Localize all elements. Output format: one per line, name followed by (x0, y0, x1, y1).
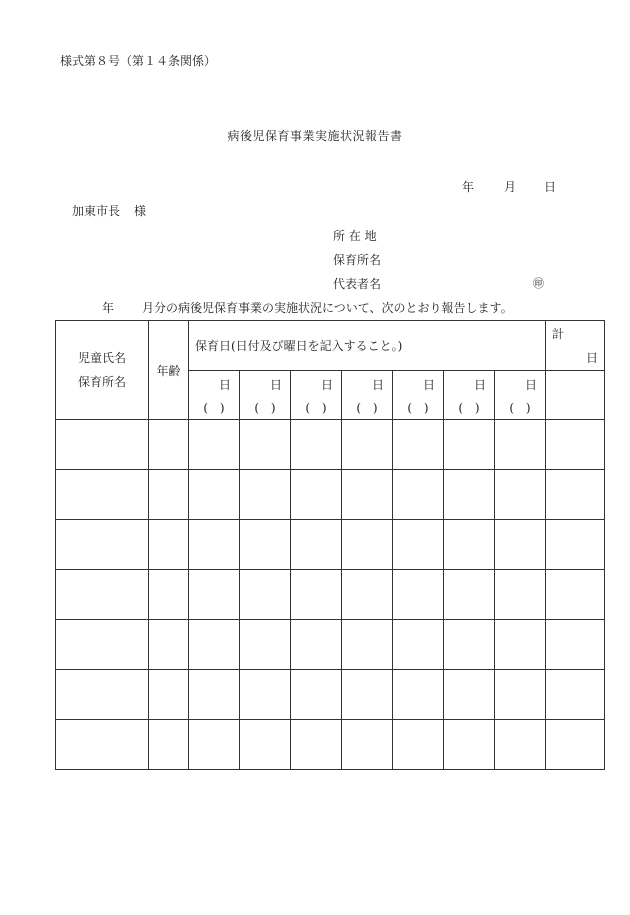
facility-name-label: 保育所名 (333, 253, 382, 267)
day-label: 日 (371, 378, 384, 392)
table-row (56, 570, 605, 620)
total-cell[interactable] (546, 670, 605, 720)
day-cell[interactable] (240, 720, 291, 770)
day-cell[interactable] (291, 470, 342, 520)
weekday-label: ( ) (254, 401, 276, 415)
day-cell[interactable] (291, 520, 342, 570)
day-cell[interactable] (240, 670, 291, 720)
day-cell[interactable] (342, 670, 393, 720)
day-column-header[interactable] (495, 371, 546, 420)
intro-year: 年 (102, 301, 115, 315)
day-column-header[interactable] (240, 371, 291, 420)
date-month[interactable]: 月 (504, 180, 517, 194)
day-cell[interactable] (240, 620, 291, 670)
age-cell[interactable] (149, 570, 189, 620)
header-school-name: 保育所名 (78, 375, 127, 389)
day-cell[interactable] (189, 720, 240, 770)
day-cell[interactable] (291, 570, 342, 620)
day-cell[interactable] (342, 420, 393, 470)
day-label: 日 (524, 378, 537, 392)
date-line (462, 178, 556, 195)
day-cell[interactable] (444, 720, 495, 770)
day-column-header[interactable] (291, 371, 342, 420)
representative-label: 代表者名 (333, 277, 382, 291)
day-cell[interactable] (240, 570, 291, 620)
day-cell[interactable] (240, 470, 291, 520)
day-cell[interactable] (291, 670, 342, 720)
day-cell[interactable] (495, 720, 546, 770)
table-row (56, 470, 605, 520)
seal-mark[interactable]: ㊞ (533, 277, 544, 290)
day-cell[interactable] (495, 570, 546, 620)
location-label: 所 在 地 (333, 229, 377, 243)
date-day[interactable]: 日 (544, 180, 557, 194)
header-age: 年齢 (149, 321, 189, 420)
header-total: 計 (552, 327, 565, 341)
intro-sentence (102, 299, 513, 316)
header-name-cell (56, 321, 149, 420)
day-cell[interactable] (393, 420, 444, 470)
day-cell[interactable] (495, 670, 546, 720)
day-label: 日 (269, 378, 282, 392)
table-row (56, 420, 605, 470)
table-row (56, 620, 605, 670)
total-cell[interactable] (546, 570, 605, 620)
day-cell[interactable] (189, 620, 240, 670)
day-cell[interactable] (393, 620, 444, 670)
day-cell[interactable] (393, 470, 444, 520)
age-cell[interactable] (149, 670, 189, 720)
table-row (56, 520, 605, 570)
day-cell[interactable] (444, 420, 495, 470)
day-cell[interactable] (189, 670, 240, 720)
table-row (56, 720, 605, 770)
header-child-name: 児童氏名 (78, 351, 127, 365)
total-cell[interactable] (546, 420, 605, 470)
child-name-cell[interactable] (56, 620, 149, 670)
day-cell[interactable] (393, 720, 444, 770)
day-column-header[interactable] (189, 371, 240, 420)
age-cell[interactable] (149, 470, 189, 520)
weekday-label: ( ) (509, 401, 531, 415)
day-cell[interactable] (291, 620, 342, 670)
day-label: 日 (320, 378, 333, 392)
date-year[interactable]: 年 (462, 180, 475, 194)
day-label: 日 (473, 378, 486, 392)
day-cell[interactable] (189, 570, 240, 620)
child-name-cell[interactable] (56, 670, 149, 720)
day-cell[interactable] (189, 420, 240, 470)
day-column-header[interactable] (444, 371, 495, 420)
weekday-label: ( ) (407, 401, 429, 415)
total-cell[interactable] (546, 371, 605, 420)
day-column-header[interactable] (393, 371, 444, 420)
weekday-label: ( ) (356, 401, 378, 415)
header-care-days: 保育日(日付及び曜日を記入すること。) (189, 321, 546, 371)
addressee (72, 202, 146, 219)
day-cell[interactable] (342, 470, 393, 520)
child-name-cell[interactable] (56, 470, 149, 520)
report-table (55, 320, 605, 770)
day-cell[interactable] (495, 470, 546, 520)
total-cell[interactable] (546, 520, 605, 570)
day-cell[interactable] (444, 520, 495, 570)
day-column-header[interactable] (342, 371, 393, 420)
form-number: 様式第８号（第１４条関係） (60, 54, 217, 68)
day-cell[interactable] (495, 520, 546, 570)
child-name-cell[interactable] (56, 520, 149, 570)
age-cell[interactable] (149, 720, 189, 770)
age-cell[interactable] (149, 520, 189, 570)
day-cell[interactable] (342, 620, 393, 670)
header-row (56, 321, 605, 371)
addressee-name: 加東市長 (72, 204, 121, 218)
table-row (56, 670, 605, 720)
day-cell[interactable] (342, 520, 393, 570)
child-name-cell[interactable] (56, 720, 149, 770)
child-name-cell[interactable] (56, 570, 149, 620)
day-cell[interactable] (189, 520, 240, 570)
day-cell[interactable] (444, 670, 495, 720)
day-cell[interactable] (444, 570, 495, 620)
day-cell[interactable] (444, 470, 495, 520)
total-cell[interactable] (546, 620, 605, 670)
day-cell[interactable] (291, 420, 342, 470)
day-cell[interactable] (393, 570, 444, 620)
day-cell[interactable] (189, 470, 240, 520)
day-label: 日 (422, 378, 435, 392)
total-cell[interactable] (546, 470, 605, 520)
day-cell[interactable] (291, 720, 342, 770)
day-cell[interactable] (393, 520, 444, 570)
page-title: 病後児保育事業実施状況報告書 (227, 129, 403, 143)
total-cell[interactable] (546, 720, 605, 770)
header-total-unit: 日 (585, 351, 598, 365)
day-cell[interactable] (495, 420, 546, 470)
day-cell[interactable] (495, 620, 546, 670)
age-cell[interactable] (149, 420, 189, 470)
day-cell[interactable] (240, 420, 291, 470)
day-cell[interactable] (444, 620, 495, 670)
day-label: 日 (218, 378, 231, 392)
child-name-cell[interactable] (56, 420, 149, 470)
day-cell[interactable] (240, 520, 291, 570)
addressee-honorific: 様 (134, 204, 147, 218)
weekday-label: ( ) (305, 401, 327, 415)
day-cell[interactable] (342, 720, 393, 770)
age-cell[interactable] (149, 620, 189, 670)
weekday-label: ( ) (458, 401, 480, 415)
weekday-label: ( ) (203, 401, 225, 415)
intro-text: 月分の病後児保育事業の実施状況について、次のとおり報告します。 (142, 301, 513, 315)
day-cell[interactable] (393, 670, 444, 720)
header-total-cell (546, 321, 605, 371)
day-cell[interactable] (342, 570, 393, 620)
